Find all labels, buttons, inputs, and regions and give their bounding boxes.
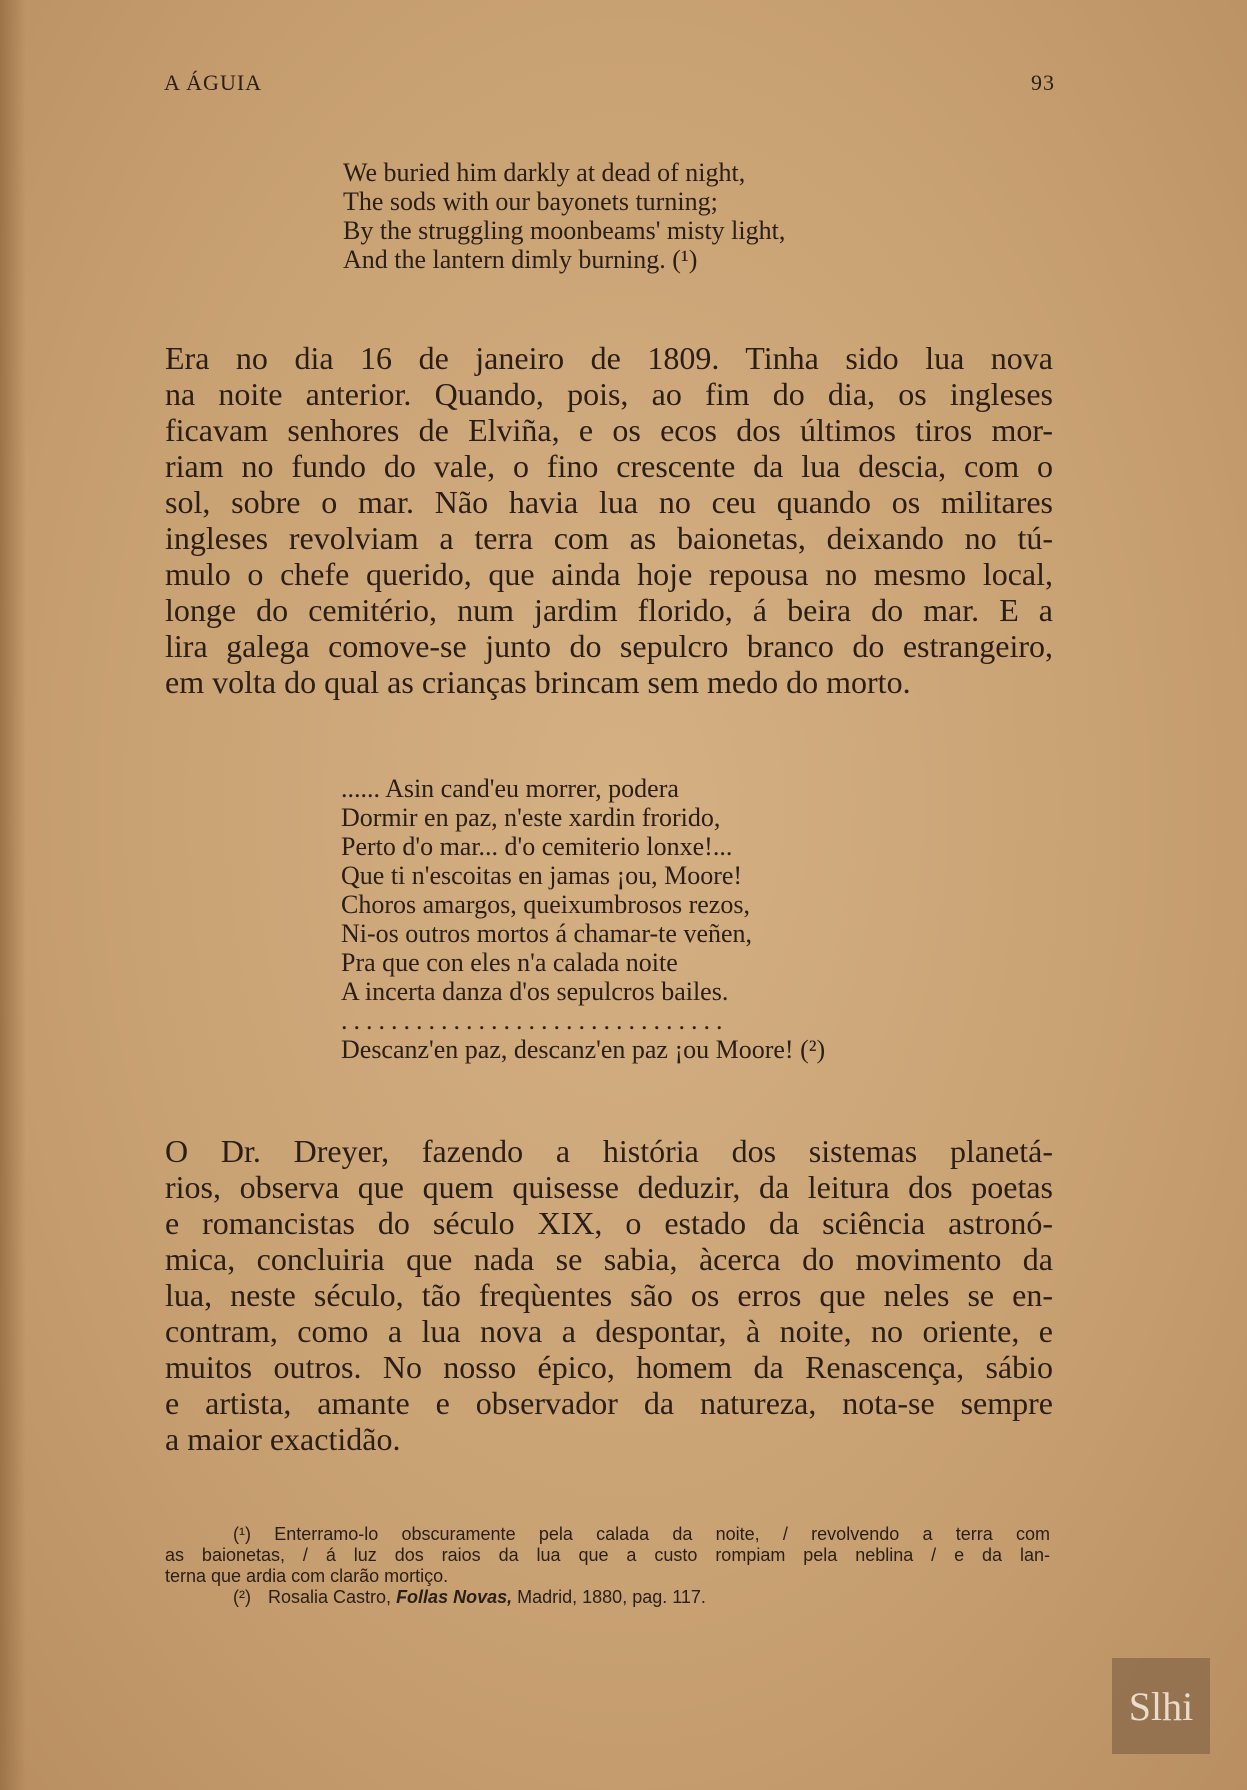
footnote-2-author: Rosalia Castro, bbox=[268, 1587, 392, 1607]
text-line: Era no dia 16 de janeiro de 1809. Tinha sido lua nova bbox=[165, 340, 1053, 376]
text-line: ingleses revolviam a terra com as baionetas, deixando no tú- bbox=[165, 520, 1053, 556]
text-line: rios, observa que quem quisesse deduzir, da leitura dos poetas bbox=[165, 1169, 1053, 1205]
footnote-2-marker: (²) bbox=[233, 1587, 251, 1607]
text-line: ficavam senhores de Elviña, e os ecos dos últimos tiros mor- bbox=[165, 412, 1053, 448]
verse-line: Pra que con eles n'a calada noite bbox=[341, 948, 678, 977]
footnote-2-title: Follas Novas, bbox=[396, 1587, 513, 1607]
verse-line: Descanz'en paz, descanz'en paz ¡ou Moore! (²) bbox=[341, 1035, 826, 1064]
verse-line: The sods with our bayonets turning; bbox=[343, 187, 718, 216]
text-line: a maior exactidão. bbox=[165, 1421, 401, 1457]
footnote-1-line: terna que ardia com clarão mortiço. bbox=[165, 1566, 449, 1586]
footnote-1-line: (¹) Enterramo-lo obscuramente pela calada da noite, / revolvendo a terra com bbox=[233, 1524, 1050, 1544]
text-line: lira galega comove-se junto do sepulcro branco do estrangeiro, bbox=[165, 628, 1053, 664]
text-line: longe do cemitério, num jardim florido, á beira do mar. E a bbox=[165, 592, 1053, 628]
text-line: mulo o chefe querido, que ainda hoje repousa no mesmo local, bbox=[165, 556, 1053, 592]
page-number: 93 bbox=[1031, 70, 1055, 95]
text-line: muitos outros. No nosso épico, homem da Renascença, sábio bbox=[165, 1349, 1053, 1385]
verse-ellipsis: ............................... bbox=[341, 1006, 729, 1035]
text-line: e romancistas do século XIX, o estado da sciência astronó- bbox=[165, 1205, 1053, 1241]
paragraph-1 bbox=[165, 340, 1053, 700]
verse-line: Ni-os outros mortos á chamar-te veñen, bbox=[341, 919, 753, 948]
text-line: e artista, amante e observador da natureza, nota-se sempre bbox=[165, 1385, 1053, 1421]
verse-block-galician bbox=[341, 774, 825, 1064]
verse-line: Que ti n'escoitas en jamas ¡ou, Moore! bbox=[341, 861, 743, 890]
verse-line: And the lantern dimly burning. (¹) bbox=[343, 245, 698, 274]
library-logo: Slhi bbox=[1112, 1658, 1210, 1754]
text-line: sol, sobre o mar. Não havia lua no ceu quando os militares bbox=[165, 484, 1053, 520]
verse-line: Dormir en paz, n'este xardin frorido, bbox=[341, 803, 721, 832]
verse-block-english bbox=[343, 158, 785, 274]
text-line: na noite anterior. Quando, pois, ao fim do dia, os ingleses bbox=[165, 376, 1053, 412]
page-edge-shadow bbox=[0, 0, 26, 1790]
verse-line: A incerta danza d'os sepulcros bailes. bbox=[341, 977, 729, 1006]
verse-line: Perto d'o mar... d'o cemiterio lonxe!... bbox=[341, 832, 733, 861]
paragraph-2 bbox=[165, 1133, 1053, 1457]
footnote-2 bbox=[165, 1587, 1050, 1608]
verse-line: ...... Asin cand'eu morrer, podera bbox=[341, 774, 679, 803]
footnotes bbox=[165, 1524, 1050, 1608]
running-head: A ÁGUIA bbox=[164, 70, 263, 95]
verse-line: We buried him darkly at dead of night, bbox=[343, 158, 746, 187]
text-line: mica, concluiria que nada se sabia, àcerca do movimento da bbox=[165, 1241, 1053, 1277]
text-line: lua, neste século, tão freqùentes são os erros que neles se en- bbox=[165, 1277, 1053, 1313]
verse-line: By the struggling moonbeams' misty light, bbox=[343, 216, 786, 245]
text-line: riam no fundo do vale, o fino crescente da lua descia, com o bbox=[165, 448, 1053, 484]
text-line: contram, como a lua nova a despontar, à noite, no oriente, e bbox=[165, 1313, 1053, 1349]
page-header bbox=[150, 70, 1055, 104]
text-line: O Dr. Dreyer, fazendo a história dos sistemas planetá- bbox=[165, 1133, 1053, 1169]
verse-line: Choros amargos, queixumbrosos rezos, bbox=[341, 890, 750, 919]
footnote-2-rest: Madrid, 1880, pag. 117. bbox=[517, 1587, 706, 1607]
footnote-1-line: as baionetas, / á luz dos raios da lua que a custo rompiam pela neblina / e da lan- bbox=[165, 1545, 1050, 1565]
text-line: em volta do qual as crianças brincam sem medo do morto. bbox=[165, 664, 911, 700]
